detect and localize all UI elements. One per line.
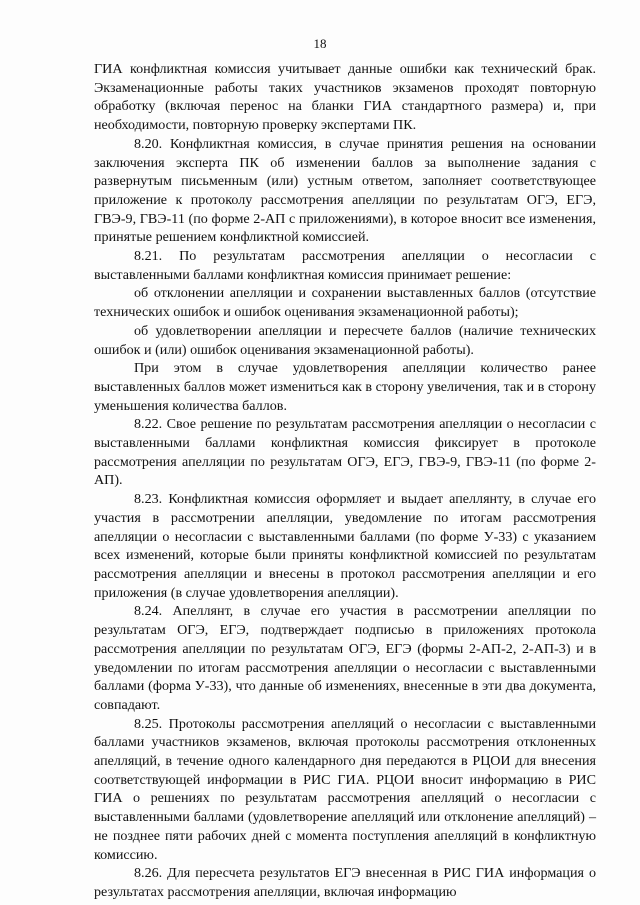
paragraph: 8.20. Конфликтная комиссия, в случае принятия решения на основании заключения эксперта ПК об изменении баллов за выполнение задания с развернутым письменным (или) устным ответом, заполняет соответствующее приложение к протоколу рассмотрения апелляции по результатам ОГЭ, ЕГЭ, ГВЭ-9, ГВЭ-11 (по форме 2-АП с приложениями), в которое вносит все изменения, принятые решением конфликтной комиссией. xyxy=(94,135,596,246)
paragraph: об удовлетворении апелляции и пересчете баллов (наличие технических ошибок и (или) ошибок оценивания экзаменационной работы). xyxy=(94,322,596,358)
paragraph: ГИА конфликтная комиссия учитывает данные ошибки как технический брак. Экзаменационные работы таких участников экзаменов проходят повторную обработку (включая перенос на бланки ГИА стандартного размера) и, при необходимости, повторную проверку экспертами ПК. xyxy=(94,61,596,134)
paragraph: 8.26. Для пересчета результатов ЕГЭ внесенная в РИС ГИА информация о результатах рассмотрения апелляции, включая информацию xyxy=(94,865,596,900)
paragraph: 8.22. Свое решение по результатам рассмотрения апелляции о несогласии с выставленными баллами конфликтная комиссия фиксирует в протоколе рассмотрения апелляции по результатам ОГЭ, ЕГЭ, ГВЭ-9, ГВЭ-11 (по форме 2-АП). xyxy=(94,416,596,489)
page-number: 18 xyxy=(313,36,327,51)
paragraph: 8.23. Конфликтная комиссия оформляет и выдает апеллянту, в случае его участия в рассмотрении апелляции, уведомление по итогам рассмотрения апелляции о несогласии с выставленными баллами (по форме У-33) с указанием всех изменений, которые были приняты конфликтной комиссией по результатам рассмотрения апелляции и внесены в протокол рассмотрения апелляции и его приложения (в случае удовлетворения апелляции). xyxy=(94,491,596,601)
paragraph: об отклонении апелляции и сохранении выставленных баллов (отсутствие технических ошибок и ошибок оценивания экзаменационной работы); xyxy=(94,285,596,321)
paragraph: 8.21. По результатам рассмотрения апелляции о несогласии с выставленными баллами конфликтная комиссия принимает решение: xyxy=(94,248,596,283)
paragraph: 8.24. Апеллянт, в случае его участия в рассмотрении апелляции по результатам ОГЭ, ЕГЭ, подтверждает подписью в приложениях протокола рассмотрения апелляции по результатам ОГЭ, ЕГЭ (формы 2-АП-2, 2-АП-3) и в уведомлении по итогам рассмотрения апелляции о несогласии с выставленными баллами (форма У-33), что данные об изменениях, внесенные в эти два документа, совпадают. xyxy=(94,603,596,713)
paragraph: При этом в случае удовлетворения апелляции количество ранее выставленных баллов может измениться как в сторону увеличения, так и в сторону уменьшения количества баллов. xyxy=(94,360,596,414)
paragraph: 8.25. Протоколы рассмотрения апелляций о несогласии с выставленными баллами участников экзаменов, включая протоколы рассмотрения отклоненных апелляций, в течение одного календарного дня передаются в РЦОИ для внесения соответствующей информации в РИС ГИА. РЦОИ вносит информацию в РИС ГИА о решениях по результатам рассмотрения апелляций о несогласии с выставленными баллами (удовлетворение апелляций или отклонение апелляций) – не позднее пяти рабочих дней с момента поступления апелляций в конфликтную комиссию. xyxy=(94,715,596,863)
document-body xyxy=(94,60,596,902)
